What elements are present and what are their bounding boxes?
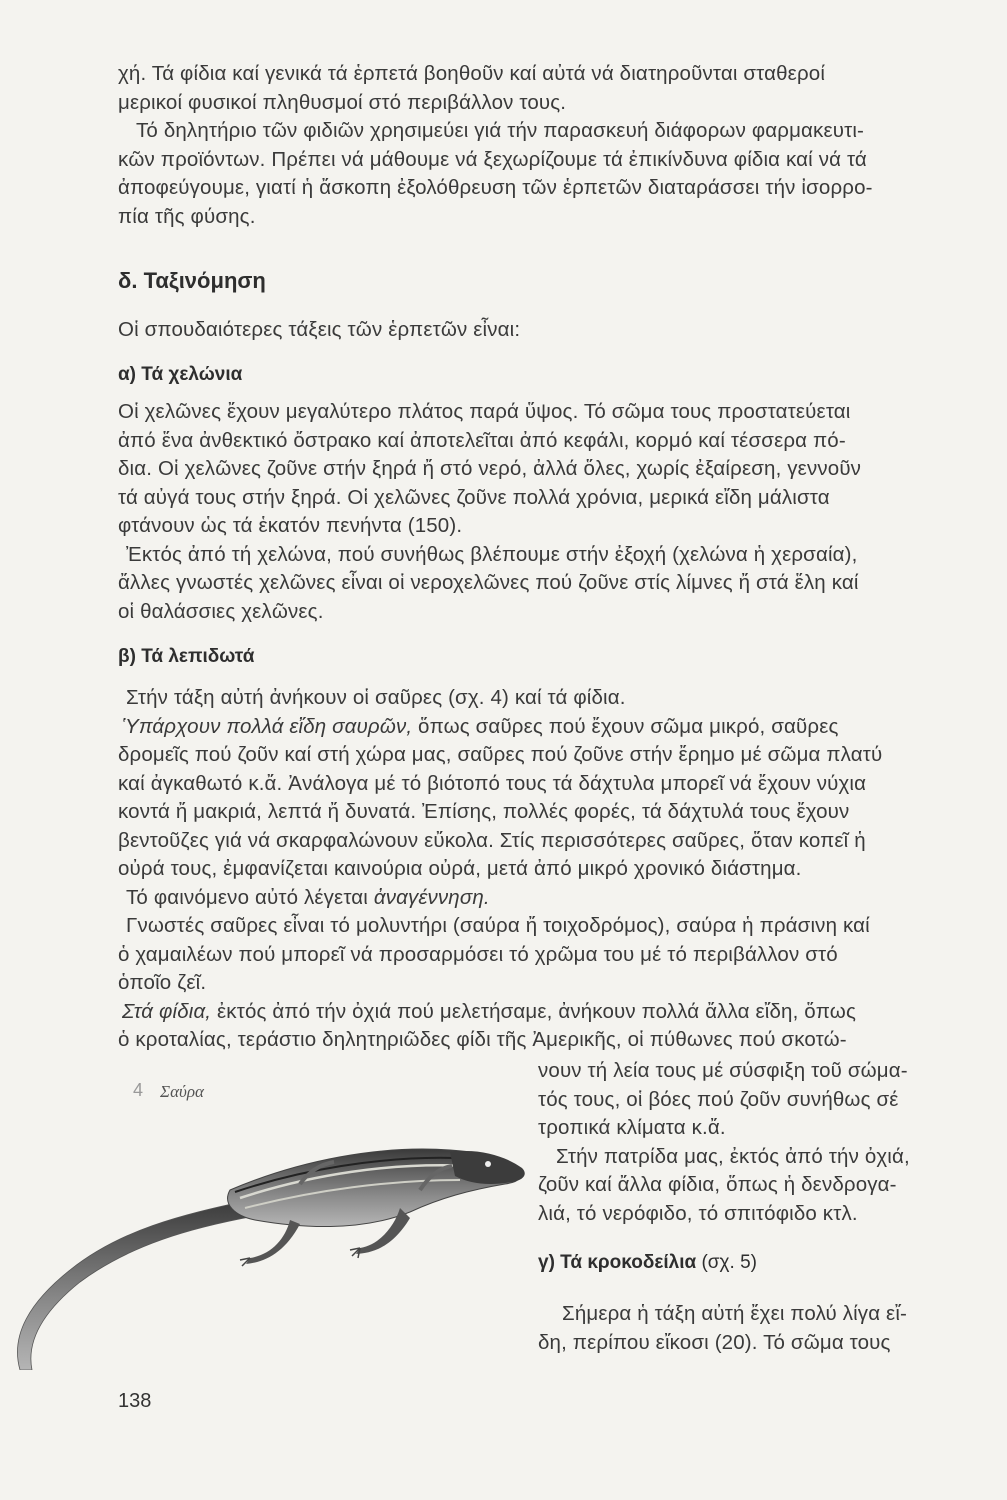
regeneration-term: ἀναγέννηση. [373,885,490,909]
line-rest: ὅπως σαῦρες πού ἔχουν σῶμα μικρό, σαῦρες [412,714,839,738]
text-line: ἄλλες γνωστές χελῶνες εἶναι οἱ νεροχελῶνες πού ζοῦνε στίς λίμνες ἤ στά ἕλη καί [118,571,859,594]
species-lead: Ὑπάρχουν πολλά εἴδη σαυρῶν, [122,714,413,738]
text-line: τός τους, οἱ βόες πού ζοῦν συνήθως σέ [538,1087,899,1111]
text-line: νουν τή λεία τους μέ σύσφιξη τοῦ σώμα- [538,1059,908,1082]
text-line: οἱ θαλάσσιες χελῶνες. [118,599,324,623]
text-line: χή. Τά φίδια καί γενικά τά ἑρπετά βοηθοῦν καί αὐτά νά διατηροῦνται σταθεροί [118,62,826,85]
section-heading: δ. Ταξινόμηση [118,268,266,293]
line-rest: ἐκτός ἀπό τήν ὀχιά πού μελετήσαμε, ἀνήκουν πολλά ἄλλα εἴδη, ὅπως [211,999,856,1023]
line-start: Τό φαινόμενο αὐτό λέγεται [126,885,374,909]
text-line: Οἱ χελῶνες ἔχουν μεγαλύτερο πλάτος παρά ὕψος. Τό σῶμα τους προστατεύεται [118,400,851,423]
figure-number: 4 [133,1080,144,1100]
text-line: Τό δηλητήριο τῶν φιδιῶν χρησιμεύει γιά τήν παρασκευή διάφορων φαρμακευτι- [136,119,865,142]
text-line: ὁποῖο ζεῖ. [118,971,207,994]
scaled-heading: β) Τά λεπιδωτά [118,646,255,667]
crocodiles-heading [538,1252,757,1274]
text-line: Ἐκτός ἀπό τή χελώνα, πού συνήθως βλέπουμε στήν ἐξοχή (χελώνα ἡ χερσαία), [126,542,858,566]
text-line: ὁ κροταλίας, τεράστιο δηλητηριῶδες φίδι τῆς Ἀμερικῆς, οἱ πύθωνες πού σκοτώ- [118,1028,847,1051]
text-line: λιά, τό νερόφιδο, τό σπιτόφιδο κτλ. [538,1201,858,1225]
crocodiles-paragraph [538,1300,962,1357]
text-line: ὁ χαμαιλέων πού μπορεῖ νά προσαρμόσει τό χρῶμα του μέ τό περιβάλλον στό [118,942,838,966]
lizard-illustration [0,1120,540,1370]
scaled-paragraph [118,684,958,1055]
text-line [118,713,958,742]
figure-caption: Σαύρα [160,1082,204,1101]
text-line: κοντά ἤ μακριά, λεπτά ἤ δυνατά. Ἐπίσης, πολλές φορές, τά δάχτυλά τους ἔχουν [118,800,850,823]
text-line: οὐρά τους, ἐμφανίζεται καινούρια οὐρά, μετά ἀπό μικρό χρονικό διάστημα. [118,857,802,880]
turtles-paragraph [118,398,958,626]
text-line: τροπικά κλίματα κ.ἄ. [538,1116,726,1139]
text-line: Στήν τάξη αὐτή ἀνήκουν οἱ σαῦρες (σχ. 4) καί τά φίδια. [126,686,626,709]
text-line: Στήν πατρίδα μας, ἐκτός ἀπό τήν ὀχιά, [556,1144,910,1168]
section-intro: Οἱ σπουδαιότερες τάξεις τῶν ἑρπετῶν εἶναι: [118,318,521,341]
text-line: ἀπό ἕνα ἀνθεκτικό ὄστρακο καί ἀποτελεῖται ἀπό κεφάλι, κορμό καί τέσσερα πό- [118,428,846,452]
text-line: πία τῆς φύσης. [118,204,256,228]
text-line: μερικοί φυσικοί πληθυσμοί στό περιβάλλον τους. [118,90,567,114]
text-line: Γνωστές σαῦρες εἶναι τό μολυντήρι (σαύρα ἤ τοιχοδρόμος), σαύρα ἡ πράσινη καί [126,914,870,937]
snakes-lead: Στά φίδια, [122,999,212,1023]
text-line: βεντοῦζες γιά νά σκαρφαλώνουν εὔκολα. Στίς περισσότερες σαῦρες, ὅταν κοπεῖ ἡ [118,828,866,852]
text-line: ζοῦν καί ἄλλα φίδια, ὅπως ἡ δενδρογα- [538,1173,897,1196]
text-line [118,884,958,913]
text-line: τά αὐγά τους στήν ξηρά. Οἱ χελῶνες ζοῦνε πολλά χρόνια, μερικά εἴδη μάλιστα [118,485,830,509]
right-column-text [538,1057,963,1228]
text-line: κῶν προϊόντων. Πρέπει νά μάθουμε νά ξεχωρίζουμε τά ἐπικίνδυνα φίδια καί νά τά [118,147,867,171]
text-line: φτάνουν ὡς τά ἑκατόν πενήντα (150). [118,514,463,537]
figure-reference: (σχ. 5) [701,1252,757,1273]
turtles-heading: α) Τά χελώνια [118,364,243,385]
text-line: ἀποφεύγουμε, γιατί ἡ ἄσκοπη ἐξολόθρευση τῶν ἑρπετῶν διαταράσσει τήν ἰσορρο- [118,176,873,199]
crocodiles-title: γ) Τά κροκοδείλια [538,1252,697,1273]
text-line: δρομεῖς πού ζοῦν καί στή χώρα μας, σαῦρες πού ζοῦνε στήν ἔρημο μέ σῶμα πλατύ [118,743,883,766]
text-line: Σήμερα ἡ τάξη αὐτή ἔχει πολύ λίγα εἴ- [562,1302,908,1325]
intro-paragraph [118,60,948,231]
text-line: δια. Οἱ χελῶνες ζοῦνε στήν ξηρά ἤ στό νερό, ἀλλά ὅλες, χωρίς ἐξαίρεση, γεννοῦν [118,457,862,480]
page-number: 138 [118,1390,152,1412]
text-line: καί ἀγκαθωτό κ.ἄ. Ἀνάλογα μέ τό βιότοπό τους τά δάχτυλα μπορεῖ νά ἔχουν νύχια [118,771,867,795]
text-line [118,998,958,1027]
text-line: δη, περίπου εἴκοσι (20). Τό σῶμα τους [538,1330,891,1354]
